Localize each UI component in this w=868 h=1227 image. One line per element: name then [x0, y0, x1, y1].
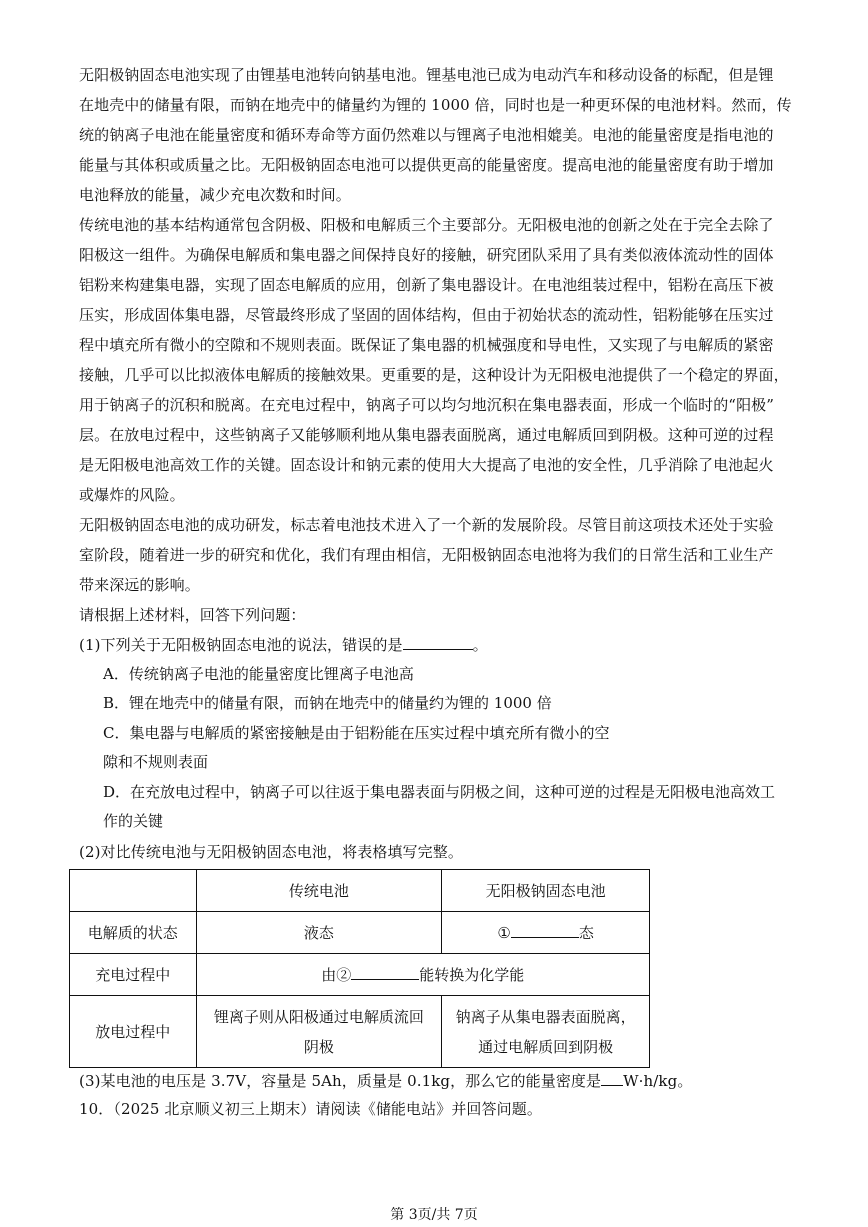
q1-option-b[interactable]: B．锂在地壳中的储量有限，而钠在地壳中的储量约为锂的 1000 倍 — [103, 694, 552, 712]
row-label-electrolyte: 电解质的状态 — [70, 912, 197, 954]
q2-stem-text: (2)对比传统电池与无阳极钠固态电池，将表格填写完整。 — [79, 843, 463, 861]
text-line: 统的钠离子电池在能量密度和循环寿命等方面仍然难以与锂离子电池相媲美。电池的能量密度是指电池的 — [79, 126, 774, 144]
cell-electrolyte-anodeless — [442, 912, 650, 954]
cell-suffix: 能转换为化学能 — [419, 965, 525, 984]
text-line: 压实，形成固体集电器，尽管最终形成了坚固的固体结构，但由于初始状态的流动性，铝粉能够在压实过 — [79, 306, 774, 324]
cell-discharging-traditional — [196, 996, 442, 1068]
q1-stem-text: (1)下列关于无阳极钠固态电池的说法，错误的是 — [79, 636, 403, 654]
text-line: 能量与其体积或质量之比。无阳极钠固态电池可以提供更高的能量密度。提高电池的能量密度有助于增加 — [79, 156, 774, 174]
q10-text: 10．（2025 北京顺义初三上期末）请阅读《储能电站》并回答问题。 — [79, 1100, 542, 1118]
table-row — [70, 954, 650, 996]
passage-paragraph-3 — [79, 510, 795, 600]
table-corner-cell — [70, 870, 197, 912]
text-line: 或爆炸的风险。 — [79, 486, 185, 504]
q1-option-c-continued: 隙和不规则表面 — [103, 753, 209, 771]
text-line: 无阳极钠固态电池的成功研发，标志着电池技术进入了一个新的发展阶段。尽管目前这项技术还处于实验 — [79, 516, 774, 534]
cell-electrolyte-traditional: 液态 — [196, 912, 442, 954]
page-footer: 第 3页/共 7页 — [390, 1207, 478, 1223]
q1-option-c[interactable]: C．集电器与电解质的紧密接触是由于铝粉能在压实过程中填充所有微小的空 — [103, 724, 610, 742]
q3-stem — [79, 1066, 795, 1096]
text-line: 铝粉来构建集电器，实现了固态电解质的应用，创新了集电器设计。在电池组装过程中，铝粉在高压下被 — [79, 276, 774, 294]
text-line: 传统电池的基本结构通常包含阴极、阳极和电解质三个主要部分。无阳极电池的创新之处在于完全去除了 — [79, 216, 774, 234]
q1-option-d[interactable]: D．在充放电过程中，钠离子可以往返于集电器表面与阴极之间，这种可逆的过程是无阳极电池高效工 — [103, 783, 776, 801]
text-line: 用于钠离子的沉积和脱离。在充电过程中，钠离子可以均匀地沉积在集电器表面，形成一个临时的“阳极” — [79, 396, 775, 414]
answer-blank-2[interactable] — [351, 965, 419, 980]
q10-heading — [79, 1094, 795, 1124]
text-line: 接触，几乎可以比拟液体电解质的接触效果。更重要的是，这种设计为无阳极电池提供了一个稳定的界面， — [79, 366, 789, 384]
text-line: 无阳极钠固态电池实现了由锂基电池转向钠基电池。锂基电池已成为电动汽车和移动设备的标配，但是锂 — [79, 66, 774, 84]
table-row — [70, 996, 650, 1068]
q1-option-a[interactable]: A．传统钠离子电池的能量密度比锂离子电池高 — [103, 665, 414, 683]
text-line: 层。在放电过程中，这些钠离子又能够顺利地从集电器表面脱离，通过电解质回到阴极。这种可逆的过程 — [79, 426, 774, 444]
q3-unit: W·h/kg。 — [623, 1072, 693, 1090]
cell-line: 阴极 — [303, 1037, 334, 1056]
table-row — [70, 912, 650, 954]
q1-stem — [79, 630, 795, 660]
question-prompt — [79, 600, 795, 630]
text-line: 程中填充所有微小的空隙和不规则表面。既保证了集电器的机械强度和导电性，又实现了与电解质的紧密 — [79, 336, 774, 354]
row-label-charging: 充电过程中 — [70, 954, 197, 996]
blank-marker-2: 由② — [321, 965, 352, 984]
comparison-table — [69, 869, 650, 1068]
q3-text: (3)某电池的电压是 3.7V，容量是 5Ah，质量是 0.1kg，那么它的能量密度是 — [79, 1072, 602, 1090]
q1-option-d-continued: 作的关键 — [103, 812, 164, 830]
text-line: 阳极这一组件。为确保电解质和集电器之间保持良好的接触，研究团队采用了具有类似液体流动性的固体 — [79, 246, 774, 264]
cell-charging-merged — [196, 954, 649, 996]
cell-discharging-anodeless — [442, 996, 650, 1068]
table-row — [70, 870, 650, 912]
text-line: 在地壳中的储量有限，而钠在地壳中的储量约为锂的 1000 倍，同时也是一种更环保的电池材料。然而，传 — [79, 96, 792, 114]
prompt-text: 请根据上述材料，回答下列问题： — [79, 606, 306, 624]
q1-stem-end: 。 — [472, 636, 488, 654]
text-line: 室阶段，随着进一步的研究和优化，我们有理由相信，无阳极钠固态电池将为我们的日常生活和工业生产 — [79, 546, 774, 564]
text-line: 电池释放的能量，减少充电次数和时间。 — [79, 186, 351, 204]
passage-paragraph-2 — [79, 210, 795, 510]
cell-line: 钠离子从集电器表面脱离， — [455, 1007, 636, 1026]
blank-marker-1: ① — [497, 923, 511, 942]
table-header-traditional: 传统电池 — [196, 870, 442, 912]
answer-blank-1[interactable] — [511, 923, 579, 938]
text-line: 带来深远的影响。 — [79, 576, 200, 594]
text-line: 是无阳极电池高效工作的关键。固态设计和钠元素的使用大大提高了电池的安全性，几乎消除了电池起火 — [79, 456, 774, 474]
cell-line: 通过电解质回到阴极 — [478, 1037, 614, 1056]
row-label-discharging: 放电过程中 — [70, 996, 197, 1068]
cell-suffix: 态 — [578, 923, 594, 942]
cell-line: 锂离子则从阳极通过电解质流回 — [213, 1007, 424, 1026]
table-header-anodeless: 无阳极钠固态电池 — [442, 870, 650, 912]
passage-paragraph-1 — [79, 60, 795, 210]
q1-answer-blank[interactable] — [403, 635, 473, 650]
q2-stem — [79, 837, 795, 867]
q3-answer-blank[interactable] — [601, 1071, 623, 1086]
